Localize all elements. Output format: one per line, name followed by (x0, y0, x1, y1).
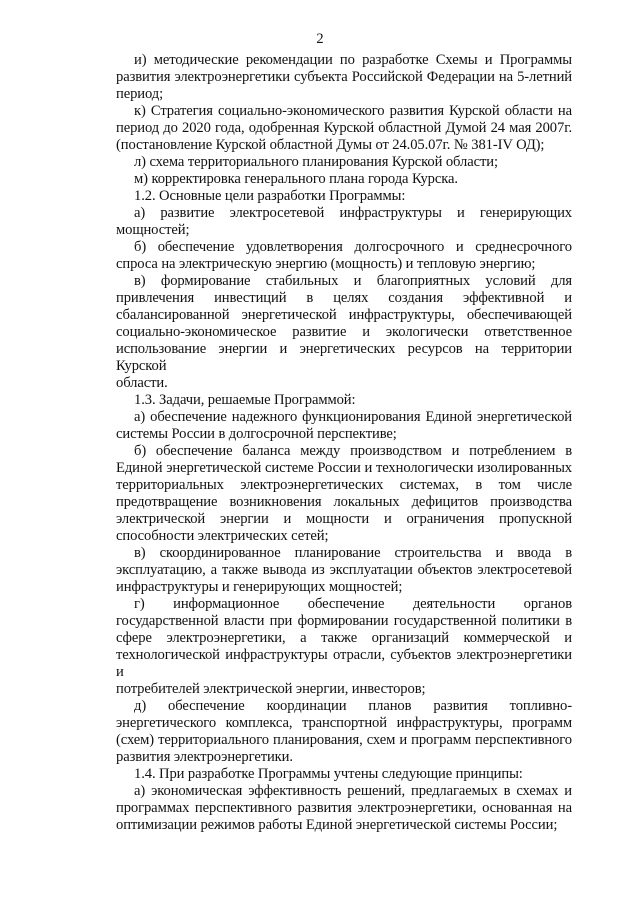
paragraph-line: государственной власти при формировании государственной политики в (116, 613, 572, 629)
paragraph-line: и) методические рекомендации по разработке Схемы и Программы (134, 52, 572, 68)
document-body (116, 52, 572, 834)
paragraph-line: период до 2020 года, одобренная Курской областной Думой 24 мая 2007г. (116, 120, 572, 136)
paragraph-line: в) формирование стабильных и благоприятных условий для (134, 273, 572, 289)
paragraph-line: (схем) территориального планирования, схем и программ перспективного (116, 732, 572, 748)
paragraph-line: потребителей электрической энергии, инвесторов; (116, 681, 426, 697)
paragraph-line: энергетического комплекса, транспортной инфраструктуры, программ (116, 715, 572, 731)
paragraph-line: эксплуатацию, а также вывода из эксплуатации объектов электросетевой (116, 562, 572, 578)
paragraph-line: а) обеспечение надежного функционирования Единой энергетической (134, 409, 572, 425)
paragraph-line: спроса на электрическую энергию (мощность) и тепловую энергию; (116, 256, 536, 272)
paragraph-line: инфраструктуры и генерирующих мощностей; (116, 579, 403, 595)
paragraph-line: территориальных электроэнергетических системах, в том числе (116, 477, 572, 493)
paragraph-line: к) Стратегия социально-экономического развития Курской области на (134, 103, 572, 119)
paragraph-line: электрической энергии и мощности и ограничения пропускной (116, 511, 572, 527)
paragraph-line: оптимизации режимов работы Единой энергетической системы России; (116, 817, 558, 833)
paragraph-line: а) развитие электросетевой инфраструктуры и генерирующих (134, 205, 572, 221)
paragraph-line: м) корректировка генерального плана города Курска. (134, 171, 458, 187)
paragraph-line: г) информационное обеспечение деятельности органов (134, 596, 572, 612)
paragraph-line: технологической инфраструктуры отрасли, субъектов электроэнергетики и (116, 647, 572, 680)
paragraph-line: развития электроэнергетики субъекта Российской Федерации на 5-летний (116, 69, 572, 85)
paragraph-line: (постановление Курской областной Думы от 24.05.07г. № 381-IV ОД); (116, 137, 545, 153)
paragraph-line: 1.4. При разработке Программы учтены следующие принципы: (134, 766, 523, 782)
paragraph-line: программах перспективного развития электроэнергетики, основанная на (116, 800, 572, 816)
paragraph-line: период; (116, 86, 164, 102)
paragraph-line: л) схема территориального планирования Курской области; (134, 154, 498, 170)
paragraph-line: системы России в долгосрочной перспективе; (116, 426, 397, 442)
paragraph-line: б) обеспечение баланса между производством и потреблением в (134, 443, 572, 459)
paragraph-line: социально-экономическое развитие и экологически ответственное (116, 324, 572, 340)
paragraph-line: области. (116, 375, 168, 391)
paragraph-line: мощностей; (116, 222, 190, 238)
paragraph-line: использование энергии и энергетических ресурсов на территории Курской (116, 341, 572, 374)
page-number: 2 (316, 31, 324, 47)
paragraph-line: сбалансированной энергетической инфраструктуры, обеспечивающей (116, 307, 572, 323)
paragraph-line: сфере электроэнергетики, а также организаций коммерческой и (116, 630, 572, 646)
paragraph-line: Единой энергетической системе России и технологически изолированных (116, 460, 572, 476)
paragraph-line: 1.3. Задачи, решаемые Программой: (134, 392, 356, 408)
paragraph-line: способности электрических сетей; (116, 528, 329, 544)
paragraph-line: в) скоординированное планирование строительства и ввода в (134, 545, 572, 561)
paragraph-line: 1.2. Основные цели разработки Программы: (134, 188, 406, 204)
paragraph-line: предотвращение возникновения локальных дефицитов производства (116, 494, 572, 510)
paragraph-line: б) обеспечение удовлетворения долгосрочного и среднесрочного (134, 239, 572, 255)
paragraph-line: д) обеспечение координации планов развития топливно- (134, 698, 572, 714)
paragraph-line: а) экономическая эффективность решений, предлагаемых в схемах и (134, 783, 572, 799)
paragraph-line: развития электроэнергетики. (116, 749, 293, 765)
paragraph-line: привлечения инвестиций в целях создания эффективной и (116, 290, 572, 306)
